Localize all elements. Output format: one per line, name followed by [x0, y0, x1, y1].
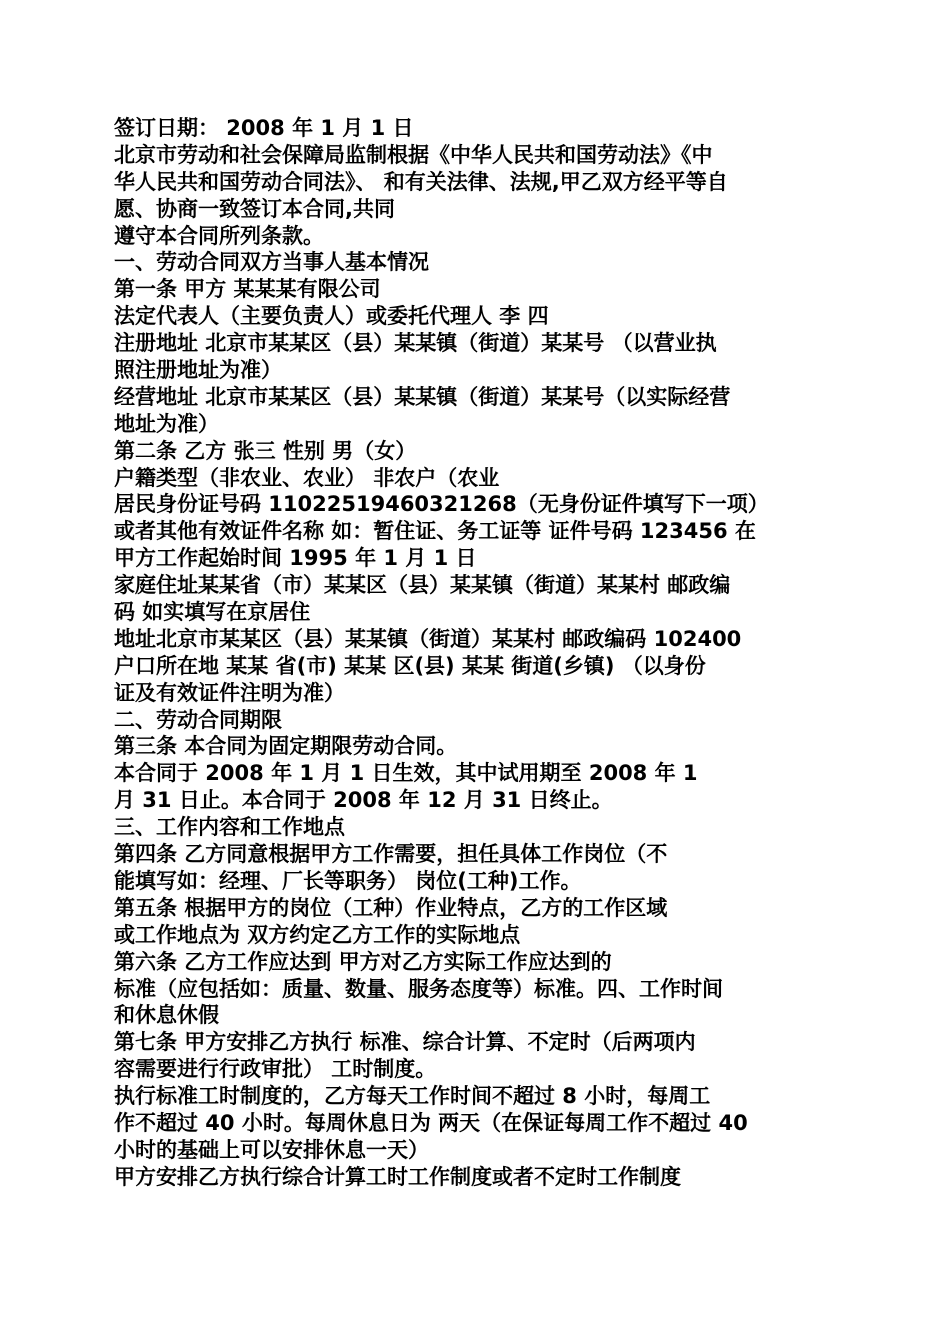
text-line: 北京市劳动和社会保障局监制根据《中华人民共和国劳动法》《中 [114, 142, 713, 167]
text-line: 第五条 根据甲方的岗位（工种）作业特点，乙方的工作区域 [114, 895, 668, 920]
text-line: 或工作地点为 双方约定乙方工作的实际地点 [114, 922, 521, 947]
text-line: 居民身份证号码 11022519460321268（无身份证件填写下一项） [114, 492, 769, 517]
text-line: 甲方工作起始时间 1995 年 1 月 1 日 [114, 546, 477, 571]
section-heading: 三、工作内容和工作地点 [114, 815, 345, 840]
text-line: 容需要进行行政审批） 工时制度。 [114, 1057, 437, 1082]
text-line: 户籍类型（非农业、农业） 非农户（农业 [114, 465, 500, 490]
text-line: 第一条 甲方 某某某有限公司 [114, 277, 381, 302]
contract-text [114, 115, 834, 1191]
text-line: 本合同于 2008 年 1 月 1 日生效，其中试用期至 2008 年 1 [114, 761, 698, 786]
section-heading: 一、劳动合同双方当事人基本情况 [114, 250, 429, 275]
text-line: 月 31 日止。本合同于 2008 年 12 月 31 日终止。 [114, 788, 613, 813]
text-line: 地址北京市某某区（县）某某镇（街道）某某村 邮政编码 102400 [114, 626, 742, 651]
text-line: 第六条 乙方工作应达到 甲方对乙方实际工作应达到的 [114, 949, 612, 974]
text-line: 家庭住址某某省（市）某某区（县）某某镇（街道）某某村 邮政编 [114, 573, 731, 598]
text-line: 法定代表人（主要负责人）或委托代理人 李 四 [114, 304, 549, 329]
section-heading: 二、劳动合同期限 [114, 707, 282, 732]
text-line: 作不超过 40 小时。每周休息日为 两天（在保证每周工作不超过 40 [114, 1110, 748, 1135]
text-line: 执行标准工时制度的，乙方每天工作时间不超过 8 小时，每周工 [114, 1084, 711, 1109]
text-line: 经营地址 北京市某某区（县）某某镇（街道）某某号（以实际经营 [114, 384, 731, 409]
text-line: 第二条 乙方 张三 性别 男（女） [114, 438, 417, 463]
text-line: 户口所在地 某某 省(市) 某某 区(县) 某某 街道(乡镇) （以身份 [114, 653, 706, 678]
text-line: 第七条 甲方安排乙方执行 标准、综合计算、不定时（后两项内 [114, 1030, 696, 1055]
text-line: 第四条 乙方同意根据甲方工作需要，担任具体工作岗位（不 [114, 842, 668, 867]
text-line: 注册地址 北京市某某区（县）某某镇（街道）某某号 （以营业执 [114, 331, 717, 356]
text-line: 或者其他有效证件名称 如：暂住证、务工证等 证件号码 123456 在 [114, 519, 756, 544]
text-line: 地址为准） [114, 411, 219, 436]
text-line: 遵守本合同所列条款。 [114, 223, 324, 248]
text-line: 证及有效证件注明为准） [114, 680, 345, 705]
text-line: 签订日期： 2008 年 1 月 1 日 [114, 116, 414, 140]
text-line: 码 如实填写在京居住 [114, 600, 311, 625]
text-line: 标准（应包括如：质量、数量、服务态度等）标准。四、工作时间 [114, 976, 723, 1001]
text-line: 能填写如：经理、厂长等职务） 岗位(工种)工作。 [114, 868, 582, 893]
text-line: 甲方安排乙方执行综合计算工时工作制度或者不定时工作制度 [114, 1164, 681, 1189]
text-line: 愿、协商一致签订本合同,共同 [114, 196, 395, 221]
text-line: 照注册地址为准） [114, 358, 282, 383]
text-line: 第三条 本合同为固定期限劳动合同。 [114, 734, 458, 759]
text-line: 和休息休假 [114, 1003, 219, 1028]
text-line: 华人民共和国劳动合同法》、 和有关法律、法规,甲乙双方经平等自 [114, 169, 728, 194]
text-line: 小时的基础上可以安排休息一天） [114, 1137, 429, 1162]
